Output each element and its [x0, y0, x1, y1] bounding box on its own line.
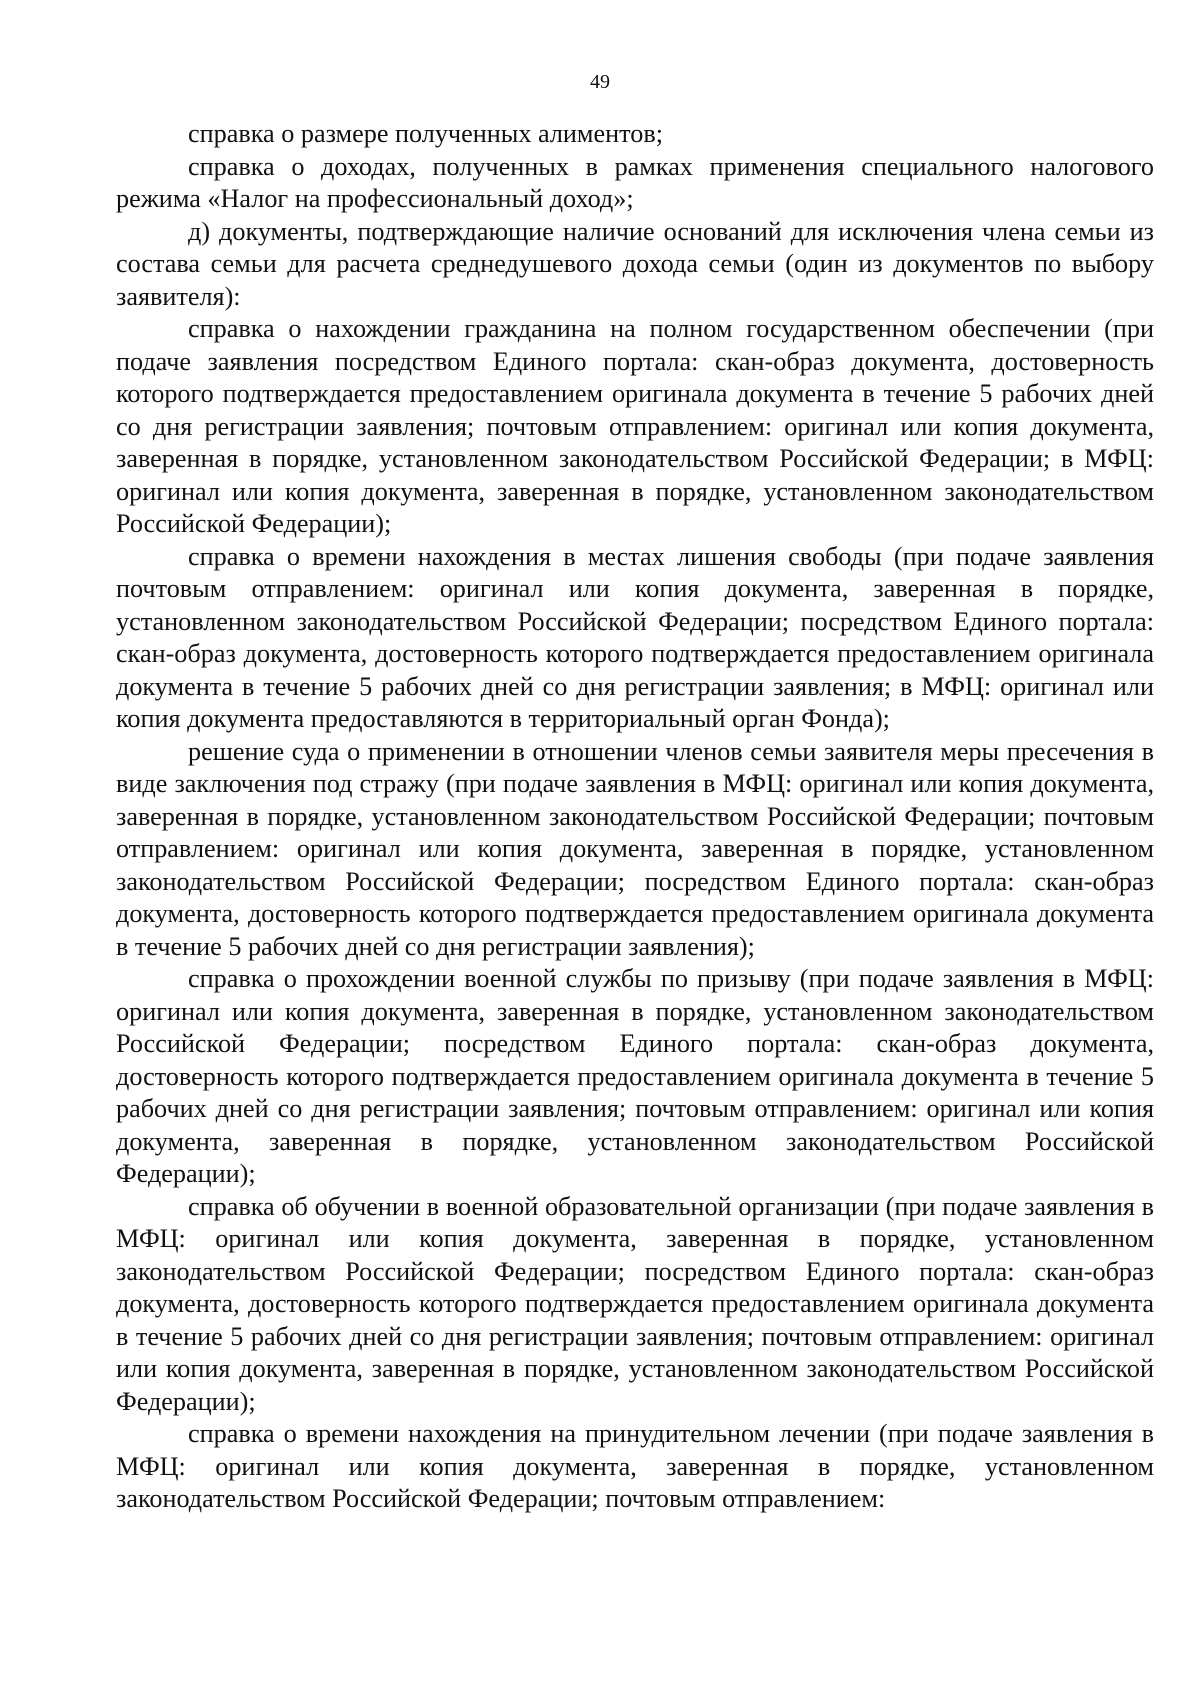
paragraph-alimony-certificate: справка о размере полученных алиментов; — [188, 119, 663, 148]
paragraph-item-d-exclusion-documents: д) документы, подтверждающие наличие оснований для исключения члена семьи из состава семьи для расчета среднедушевого дохода семьи (один из документов по выбору заявителя): — [116, 216, 1154, 311]
page-number: 49 — [590, 71, 610, 93]
paragraph-military-service-certificate: справка о прохождении военной службы по призыву (при подаче заявления в МФЦ: оригинал или копия документа, заверенная в порядке, установленном законодательством Российской Федерации; посредством Единого портала: скан-образ документа, достоверность которого подтверждается предоставлением оригинала документа в течение 5 рабочих дней со дня регистрации заявления; почтовым отправлением: оригинал или копия документа, заверенная в порядке, установленном законодательством Российской Федерации); — [116, 964, 1154, 1188]
paragraph-compulsory-treatment-certificate: справка о времени нахождения на принудительном лечении (при подаче заявления в МФЦ: оригинал или копия документа, заверенная в порядке, установленном законодательством Российской Федерации; почтовым отправлением: — [116, 1419, 1154, 1513]
document-body — [116, 118, 1154, 1516]
paragraph-imprisonment-certificate: справка о времени нахождения в местах лишения свободы (при подаче заявления почтовым отправлением: оригинал или копия документа, заверенная в порядке, установленном законодательством Российской Федерации; посредством Единого портала: скан-образ документа, достоверность которого подтверждается предоставлением оригинала документа в течение 5 рабочих дней со дня регистрации заявления; в МФЦ: оригинал или копия документа предоставляются в территориальный орган Фонда); — [116, 541, 1154, 733]
paragraph-military-education-certificate: справка об обучении в военной образовательной организации (при подаче заявления в МФЦ: оригинал или копия документа, заверенная в порядке, установленном законодательством Российской Федерации; посредством Единого портала: скан-образ документа, достоверность которого подтверждается предоставлением оригинала документа в течение 5 рабочих дней со дня регистрации заявления; почтовым отправлением: оригинал или копия документа, заверенная в порядке, установленном законодательством Российской Федерации); — [116, 1191, 1154, 1416]
paragraph-court-decision-detention: решение суда о применении в отношении членов семьи заявителя меры пресечения в виде заключения под стражу (при подаче заявления в МФЦ: оригинал или копия документа, заверенная в порядке, установленном законодательством Российской Федерации; почтовым отправлением: оригинал или копия документа, заверенная в порядке, установленном законодательством Российской Федерации; посредством Единого портала: скан-образ документа, достоверность которого подтверждается предоставлением оригинала документа в течение 5 рабочих дней со дня регистрации заявления); — [116, 736, 1154, 961]
paragraph-professional-income-certificate: справка о доходах, полученных в рамках применения специального налогового режима «Налог на профессиональный доход»; — [116, 151, 1154, 213]
paragraph-state-support-certificate: справка о нахождении гражданина на полном государственном обеспечении (при подаче заявления посредством Единого портала: скан-образ документа, достоверность которого подтверждается предоставлением оригинала документа в течение 5 рабочих дней со дня регистрации заявления; почтовым отправлением: оригинал или копия документа, заверенная в порядке, установленном законодательством Российской Федерации; в МФЦ: оригинал или копия документа, заверенная в порядке, установленном законодательством Российской Федерации); — [116, 314, 1154, 538]
